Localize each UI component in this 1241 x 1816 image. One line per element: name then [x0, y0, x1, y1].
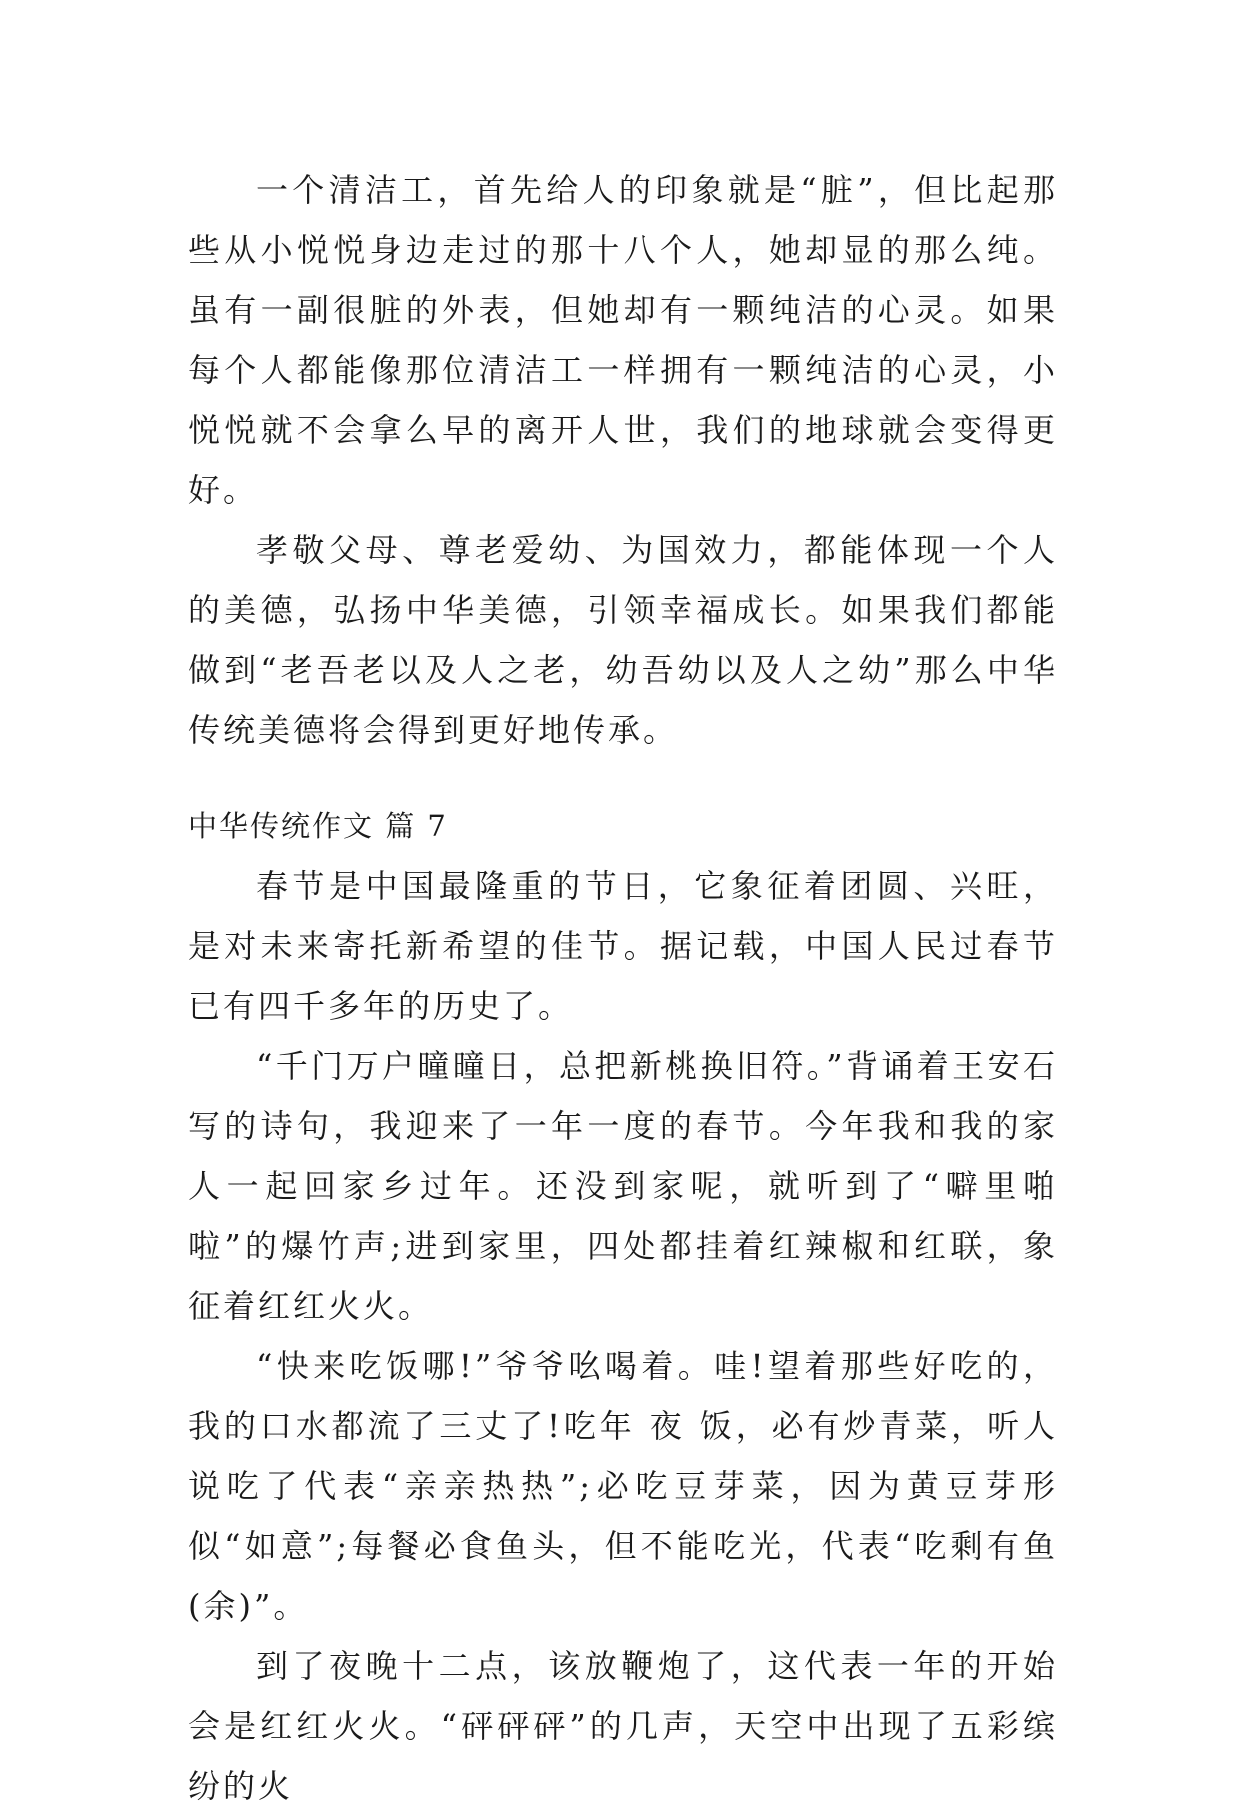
paragraph-cleaner: 一个清洁工，首先给人的印象就是“脏”，但比起那些从小悦悦身边走过的那十八个人，她却显的那么纯。虽有一副很脏的外表，但她却有一颗纯洁的心灵。如果每个人都能像那位清洁工一样拥有一颗纯洁的心灵，小悦悦就不会拿么早的离开人世，我们的地球就会变得更好。 — [188, 171, 1058, 509]
paragraph-firecrackers: 到了夜晚十二点，该放鞭炮了，这代表一年的开始会是红红火火。“砰砰砰”的几声，天空中出现了五彩缤纷的火 — [188, 1647, 1058, 1805]
section-spacer — [188, 760, 1058, 796]
document-body — [188, 160, 1058, 1816]
paragraph-spring-festival: 春节是中国最隆重的节日，它象征着团圆、兴旺，是对未来寄托新希望的佳节。据记载，中国人民过春节已有四千多年的历史了。 — [188, 867, 1058, 1025]
paragraph-new-year-dinner: “快来吃饭哪!”爷爷吆喝着。哇!望着那些好吃的，我的口水都流了三丈了!吃年 夜 饭，必有炒青菜，听人说吃了代表“亲亲热热”;必吃豆芽菜，因为黄豆芽形似“如意”;每餐必食鱼头，但不能吃光，代表“吃剩有鱼(余)”。 — [188, 1347, 1058, 1625]
paragraph-poem-homecoming: “千门万户曈曈日，总把新桃换旧符。”背诵着王安石写的诗句，我迎来了一年一度的春节。今年我和我的家人一起回家乡过年。还没到家呢，就听到了“噼里啪啦”的爆竹声;进到家里，四处都挂着红辣椒和红联，象征着红红火火。 — [188, 1047, 1058, 1325]
section-heading: 中华传统作文 篇 7 — [188, 809, 448, 843]
paragraph-virtues: 孝敬父母、尊老爱幼、为国效力，都能体现一个人的美德，弘扬中华美德，引领幸福成长。如果我们都能做到“老吾老以及人之老，幼吾幼以及人之幼”那么中华传统美德将会得到更好地传承。 — [188, 531, 1058, 749]
